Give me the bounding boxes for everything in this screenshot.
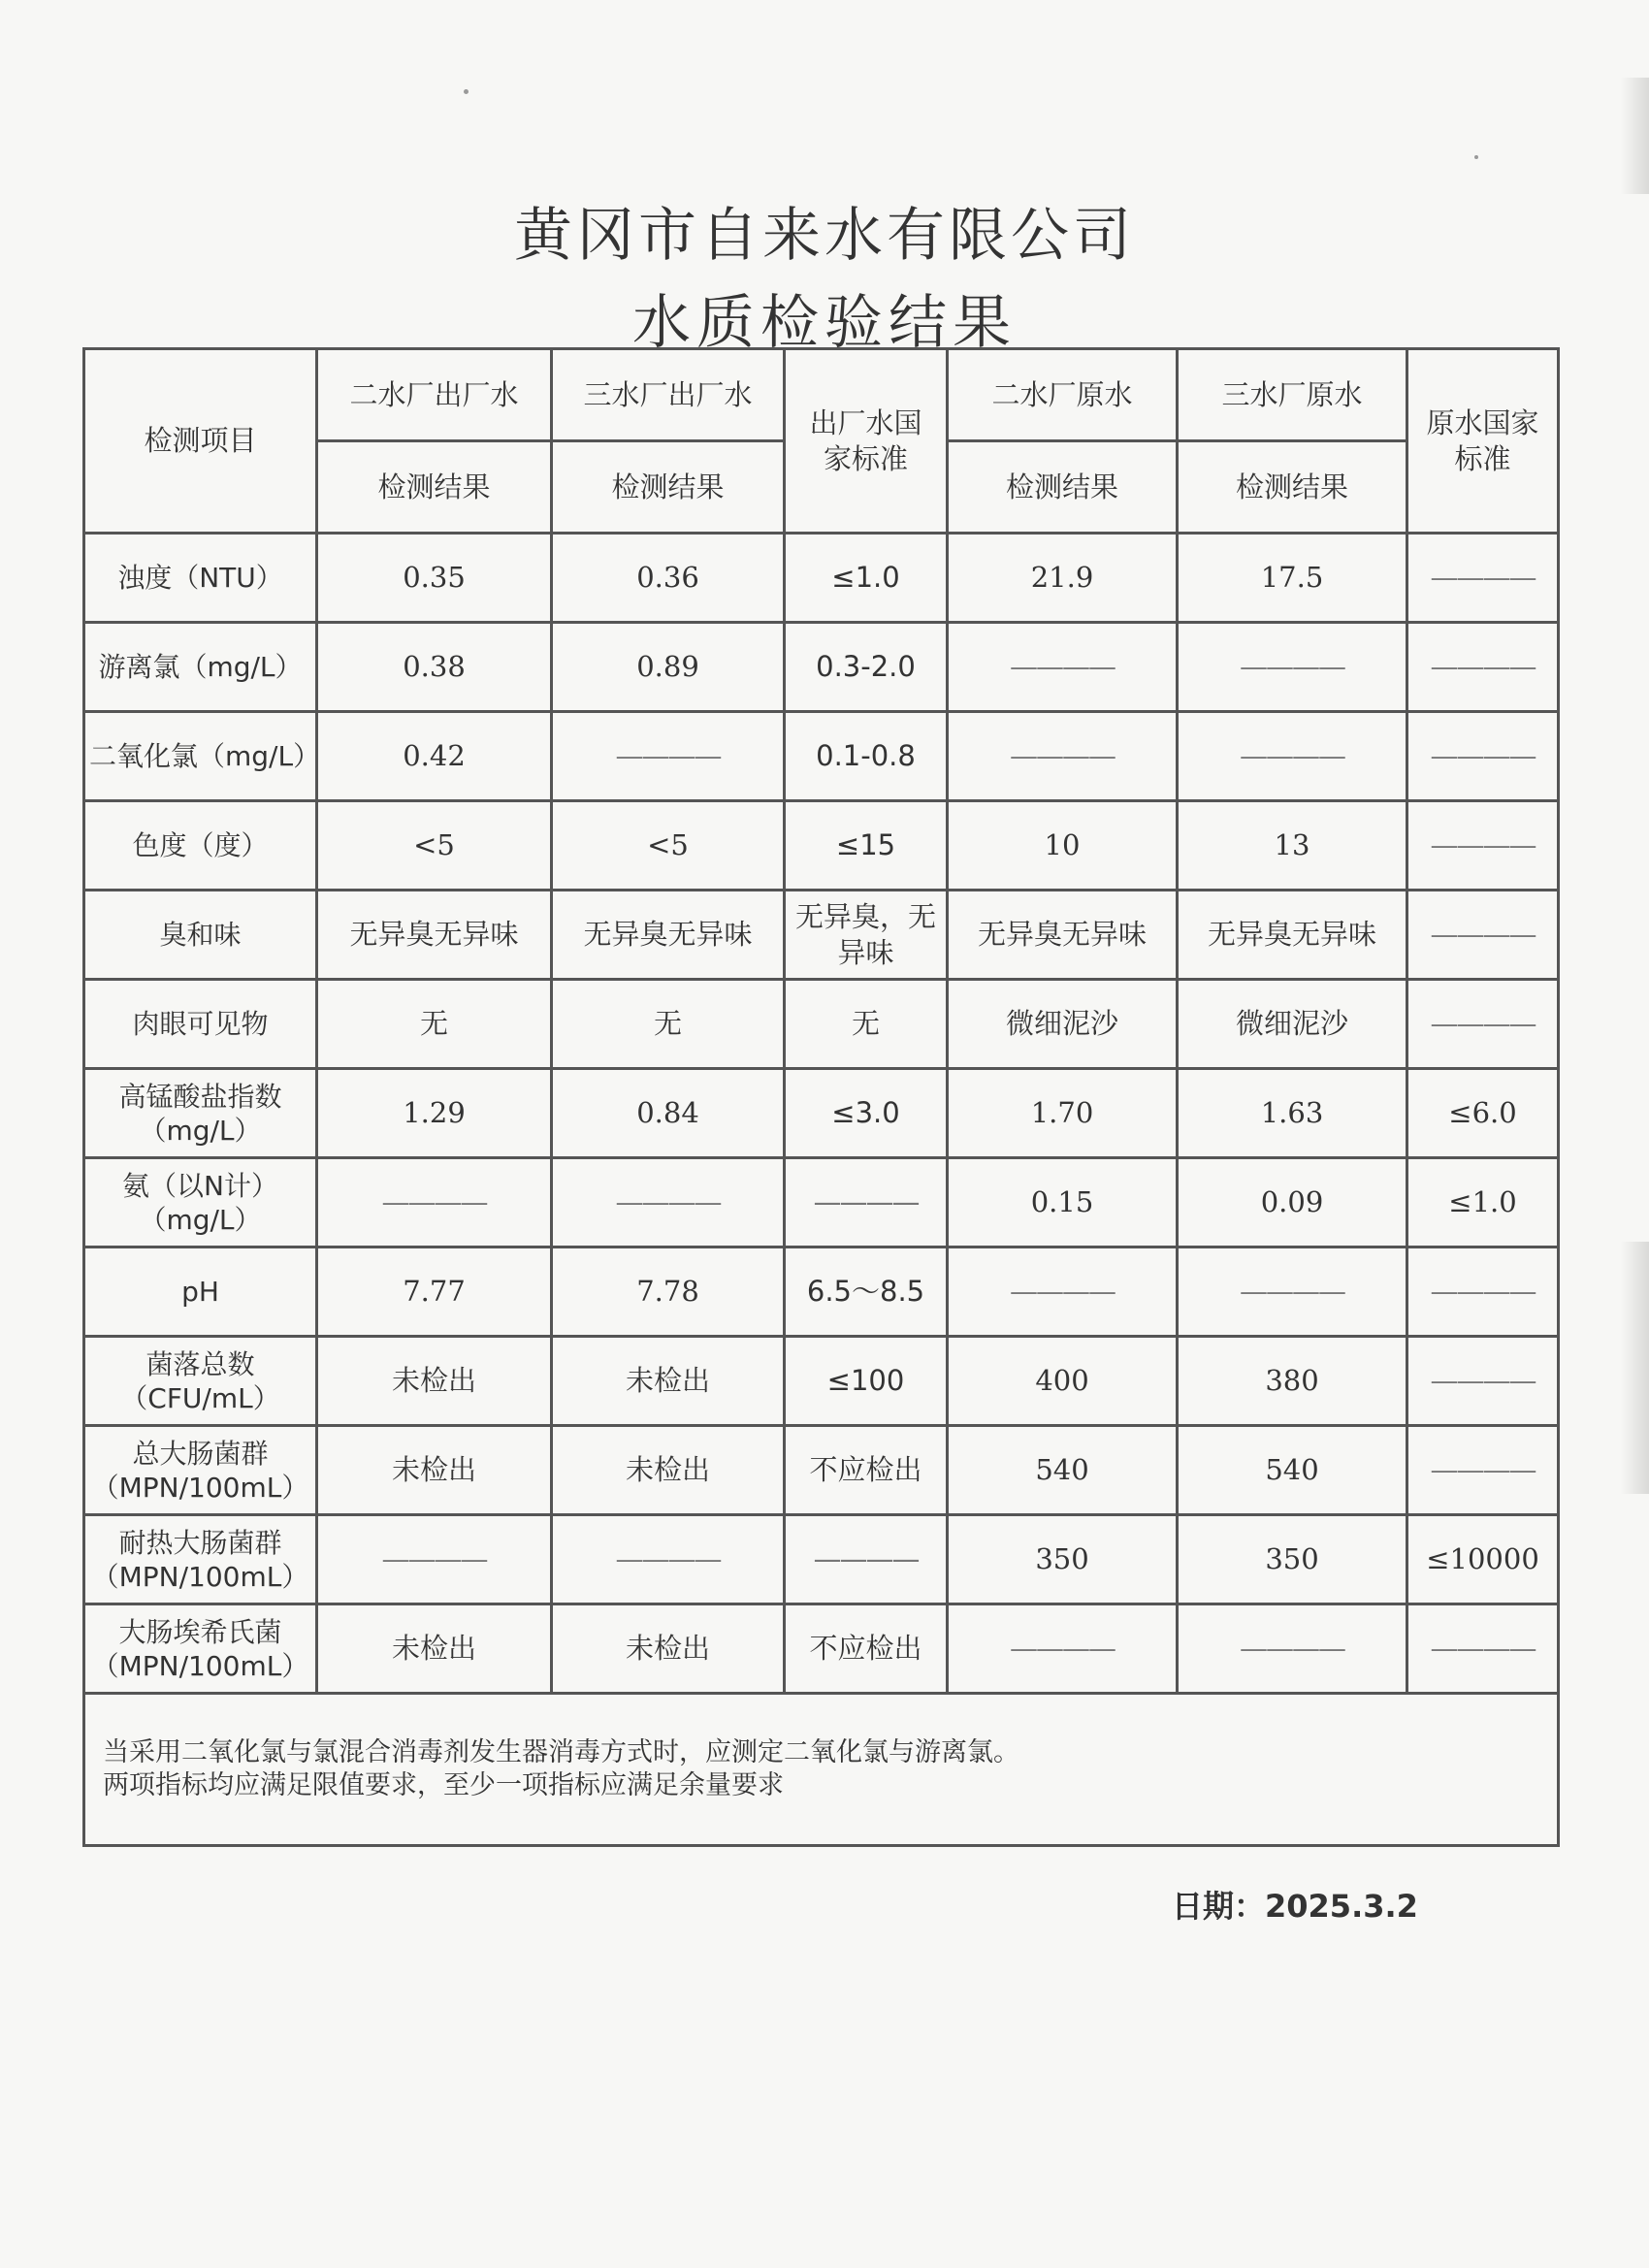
report-date: 日期：2025.3.2 [1172,1888,1418,1925]
table-row [84,1337,1559,1426]
table-row [84,1604,1559,1694]
row-value-v4: 350 [948,1515,1178,1604]
subheader-result: 检测结果 [317,441,552,534]
row-value-v5: 380 [1178,1337,1407,1426]
header-col5: 三水厂原水 [1178,349,1407,441]
row-value-rstd: ———— [1407,1247,1559,1337]
row-value-v1: ———— [317,1515,552,1604]
table-row [84,712,1559,801]
note-cell [84,1694,1559,1846]
row-value-v2: 无 [552,980,785,1069]
row-value-std: ≤1.0 [785,534,948,623]
table-row [84,801,1559,891]
row-item-label: 高锰酸盐指数（mg/L） [84,1069,317,1158]
table-row [84,1515,1559,1604]
row-value-v2: 0.84 [552,1069,785,1158]
row-value-v2: 7.78 [552,1247,785,1337]
header-item: 检测项目 [84,349,317,534]
row-value-std: 无异臭，无异味 [785,891,948,980]
row-value-v5: ———— [1178,1604,1407,1694]
row-value-v4: 21.9 [948,534,1178,623]
row-value-v5: 1.63 [1178,1069,1407,1158]
row-value-v5: 微细泥沙 [1178,980,1407,1069]
row-value-std: 6.5～8.5 [785,1247,948,1337]
table-row [84,980,1559,1069]
row-value-std: 0.3-2.0 [785,623,948,712]
row-item-label: 肉眼可见物 [84,980,317,1069]
header-row [84,349,1559,441]
row-value-rstd: ———— [1407,1604,1559,1694]
report-title: 水质检验结果 [632,289,1017,357]
note-line-1: 当采用二氧化氯与氯混合消毒剂发生器消毒方式时，应测定二氧化氯与游离氯。 [103,1737,1019,1768]
row-value-rstd: ———— [1407,801,1559,891]
row-value-std: ≤15 [785,801,948,891]
row-item-label: 总大肠菌群（MPN/100mL） [84,1426,317,1515]
header-col4: 二水厂原水 [948,349,1178,441]
row-value-std: 无 [785,980,948,1069]
row-value-v4: 540 [948,1426,1178,1515]
header-col2: 三水厂出厂水 [552,349,785,441]
row-value-v1: 未检出 [317,1337,552,1426]
row-value-v1: 0.35 [317,534,552,623]
row-value-rstd: ———— [1407,534,1559,623]
row-value-rstd: ———— [1407,891,1559,980]
row-value-v1: 无 [317,980,552,1069]
row-value-v2: ———— [552,712,785,801]
table-row [84,1426,1559,1515]
row-value-v1: 无异臭无异味 [317,891,552,980]
row-value-v2: 未检出 [552,1426,785,1515]
scan-shadow [1620,1242,1649,1494]
row-value-v5: ———— [1178,623,1407,712]
row-value-v2: ———— [552,1515,785,1604]
note-line-2: 两项指标均应满足限值要求，至少一项指标应满足余量要求 [103,1770,784,1800]
scan-speck [1474,155,1478,159]
row-item-label: 色度（度） [84,801,317,891]
row-value-v4: ———— [948,1247,1178,1337]
row-value-v5: 0.09 [1178,1158,1407,1247]
row-value-v4: ———— [948,712,1178,801]
row-value-v2: 未检出 [552,1604,785,1694]
row-value-v5: 350 [1178,1515,1407,1604]
row-value-rstd: ———— [1407,623,1559,712]
row-value-v4: 1.70 [948,1069,1178,1158]
row-value-rstd: ———— [1407,1337,1559,1426]
row-item-label: pH [84,1247,317,1337]
table-row [84,1247,1559,1337]
row-value-v1: 1.29 [317,1069,552,1158]
row-value-v5: 13 [1178,801,1407,891]
row-value-v2: 0.89 [552,623,785,712]
subheader-result: 检测结果 [1178,441,1407,534]
header-col3: 出厂水国家标准 [785,349,948,534]
row-value-v4: 0.15 [948,1158,1178,1247]
row-value-v4: 10 [948,801,1178,891]
table-row [84,891,1559,980]
row-value-std: ≤100 [785,1337,948,1426]
row-value-rstd: ———— [1407,712,1559,801]
row-item-label: 游离氯（mg/L） [84,623,317,712]
row-value-rstd: ≤1.0 [1407,1158,1559,1247]
row-value-v4: ———— [948,1604,1178,1694]
row-value-rstd: ≤6.0 [1407,1069,1559,1158]
row-value-std: 0.1-0.8 [785,712,948,801]
row-value-v2: 无异臭无异味 [552,891,785,980]
row-item-label: 浊度（NTU） [84,534,317,623]
scan-speck [464,89,469,94]
table-body [84,534,1559,1694]
header-col1: 二水厂出厂水 [317,349,552,441]
row-value-v1: 0.42 [317,712,552,801]
row-value-v2: 未检出 [552,1337,785,1426]
row-item-label: 耐热大肠菌群（MPN/100mL） [84,1515,317,1604]
header-col6: 原水国家标准 [1407,349,1559,534]
row-value-v1: 7.77 [317,1247,552,1337]
row-item-label: 菌落总数（CFU/mL） [84,1337,317,1426]
row-value-v4: 无异臭无异味 [948,891,1178,980]
row-value-std: ———— [785,1158,948,1247]
row-value-v4: 400 [948,1337,1178,1426]
table-row [84,534,1559,623]
row-value-v5: 无异臭无异味 [1178,891,1407,980]
table-row [84,1158,1559,1247]
row-value-v1: <5 [317,801,552,891]
row-value-v1: 未检出 [317,1604,552,1694]
note-row [84,1694,1559,1846]
row-value-std: ≤3.0 [785,1069,948,1158]
row-value-v2: ———— [552,1158,785,1247]
row-value-v1: ———— [317,1158,552,1247]
row-value-v2: <5 [552,801,785,891]
row-item-label: 二氧化氯（mg/L） [84,712,317,801]
row-value-v1: 0.38 [317,623,552,712]
row-value-v5: 17.5 [1178,534,1407,623]
row-value-v4: 微细泥沙 [948,980,1178,1069]
row-item-label: 氨（以N计）（mg/L） [84,1158,317,1247]
subheader-result: 检测结果 [552,441,785,534]
row-value-v1: 未检出 [317,1426,552,1515]
table-row [84,623,1559,712]
row-value-v4: ———— [948,623,1178,712]
row-value-v5: ———— [1178,712,1407,801]
results-table [82,347,1560,1847]
row-value-std: 不应检出 [785,1604,948,1694]
row-value-rstd: ———— [1407,980,1559,1069]
scan-shadow [1620,78,1649,194]
row-item-label: 臭和味 [84,891,317,980]
row-value-rstd: ———— [1407,1426,1559,1515]
row-value-v5: 540 [1178,1426,1407,1515]
row-value-std: 不应检出 [785,1426,948,1515]
row-value-v5: ———— [1178,1247,1407,1337]
row-value-rstd: ≤10000 [1407,1515,1559,1604]
row-item-label: 大肠埃希氏菌（MPN/100mL） [84,1604,317,1694]
subheader-result: 检测结果 [948,441,1178,534]
row-value-v2: 0.36 [552,534,785,623]
company-title: 黄冈市自来水有限公司 [514,202,1135,270]
row-value-std: ———— [785,1515,948,1604]
table-row [84,1069,1559,1158]
